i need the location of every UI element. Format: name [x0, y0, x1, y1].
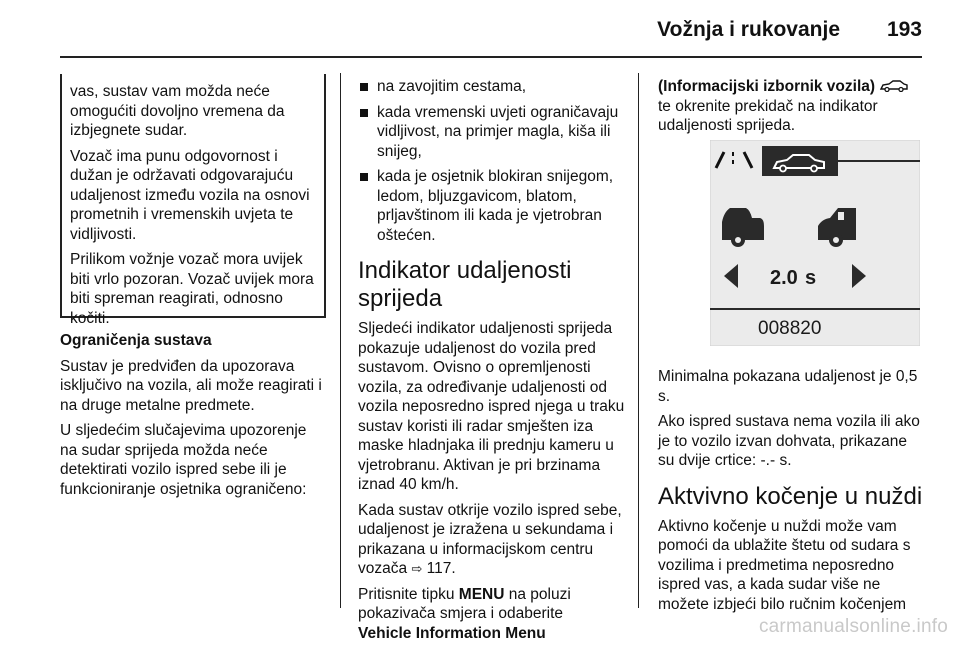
paragraph: Sljedeći indikator udaljenosti sprijeda pokazuje udaljenost do vozila pred sustavom. Ovisno o opremljenosti vozila, za određivanje udaljenosti od vozila neposredno ispred njega u traku sustav koristi ili radar smješten iza maske hladnjaka ili prednju kameru u vjetrobranu. Aktivan je pri brzinama iznad 40 km/h. [358, 320, 625, 493]
list-item: na zavojitim cestama, [358, 77, 626, 97]
watermark: carmanualsonline.info [758, 616, 948, 637]
paragraph: U sljedećim slučajevima upozorenje na sudar sprijeda možda neće detektirati vozilo ispred sebe ili je funkcioniranje osjetnika ograničeno: [60, 422, 307, 498]
paragraph: Ako ispred sustava nema vozila ili ako je to vozilo izvan dohvata, prikazane su dvije crtice: -.- s. [658, 413, 920, 469]
warning-paragraph: vas, sustav vam možda neće omogućiti dovoljno vremena da izbjegnete sudar. [70, 83, 285, 139]
paragraph-with-ref [358, 501, 626, 579]
column-divider-2 [638, 73, 639, 608]
paragraph-menu-instruction [358, 585, 626, 644]
bullet-list [358, 77, 626, 245]
page-reference-link[interactable]: 117. [426, 560, 456, 577]
list-item: kada je osjetnik blokiran snijegom, ledom, bljuzgavicom, blatom, prljavštinom ili kada je vjetrobran oštećen. [358, 167, 626, 245]
page-header-title: Vožnja i rukovanje [657, 18, 840, 41]
column-divider-1 [340, 73, 341, 608]
info-menu-label: (Informacijski izbornik vozila) [658, 78, 876, 95]
column-3-bottom [658, 367, 924, 620]
warning-paragraph: Vozač ima punu odgovornost i dužan je održavati odgovarajuću udaljenost između vozila na osnovi prometnih i vremenskih uvjeta te vidljivosti. [70, 147, 310, 243]
list-item: kada vremenski uvjeti ograničavaju vidljivost, na primjer magla, kiša ili snijeg, [358, 103, 626, 162]
distance-unit: s [805, 267, 817, 289]
paragraph-text: na poluzi pokazivača smjera i odaberite [358, 585, 571, 622]
paragraph: Minimalna pokazana udaljenost je 0,5 s. [658, 368, 918, 405]
page-number: 193 [886, 18, 922, 41]
heading-distance-indicator: Indikator udaljenosti sprijeda [358, 257, 572, 312]
paragraph-text: Kada sustav otkrije vozilo ispred sebe, udaljenost je izražena u sekundama i prikazana u informacijskom centru vozača [358, 501, 622, 577]
warning-box [60, 74, 326, 327]
vehicle-information-menu-label: Vehicle Information Menu [358, 624, 546, 642]
column-1 [60, 331, 326, 505]
paragraph-menu-selection [658, 77, 924, 136]
warning-paragraph: Prilikom vožnje vozač mora uvijek biti vrlo pozoran. Vozač uvijek mora biti spreman reagirati, odnosno kočiti. [70, 251, 314, 327]
header-rule [60, 56, 922, 58]
paragraph: Aktivno kočenje u nuždi može vam pomoći da ublažite štetu od sudara s vozilima i predmetima neposredno ispred vas, a kada sudar više ne možete izbjeći bilo ručnim kočenjem [658, 517, 911, 613]
xref-arrow-icon: ⇨ [411, 561, 423, 576]
heading-emergency-braking: Aktvivno kočenje u nuždi [658, 482, 923, 510]
distance-value: 2.0 [770, 267, 798, 289]
paragraph-text: te okrenite prekidač na indikator udaljenosti sprijeda. [658, 97, 878, 134]
paragraph: Sustav je predviđen da upozorava isključivo na vozila, ali može reagirati i na druge metalne predmete. [60, 357, 322, 414]
car-icon [879, 78, 909, 95]
column-2 [358, 77, 626, 649]
odometer-value: 008820 [758, 318, 822, 339]
paragraph-text: Pritisnite tipku [358, 585, 455, 603]
column-3-top [658, 77, 924, 142]
subheading-limitations: Ograničenja sustava [60, 332, 212, 349]
menu-button-label: MENU [458, 585, 505, 603]
driver-info-display-illustration [710, 140, 920, 346]
